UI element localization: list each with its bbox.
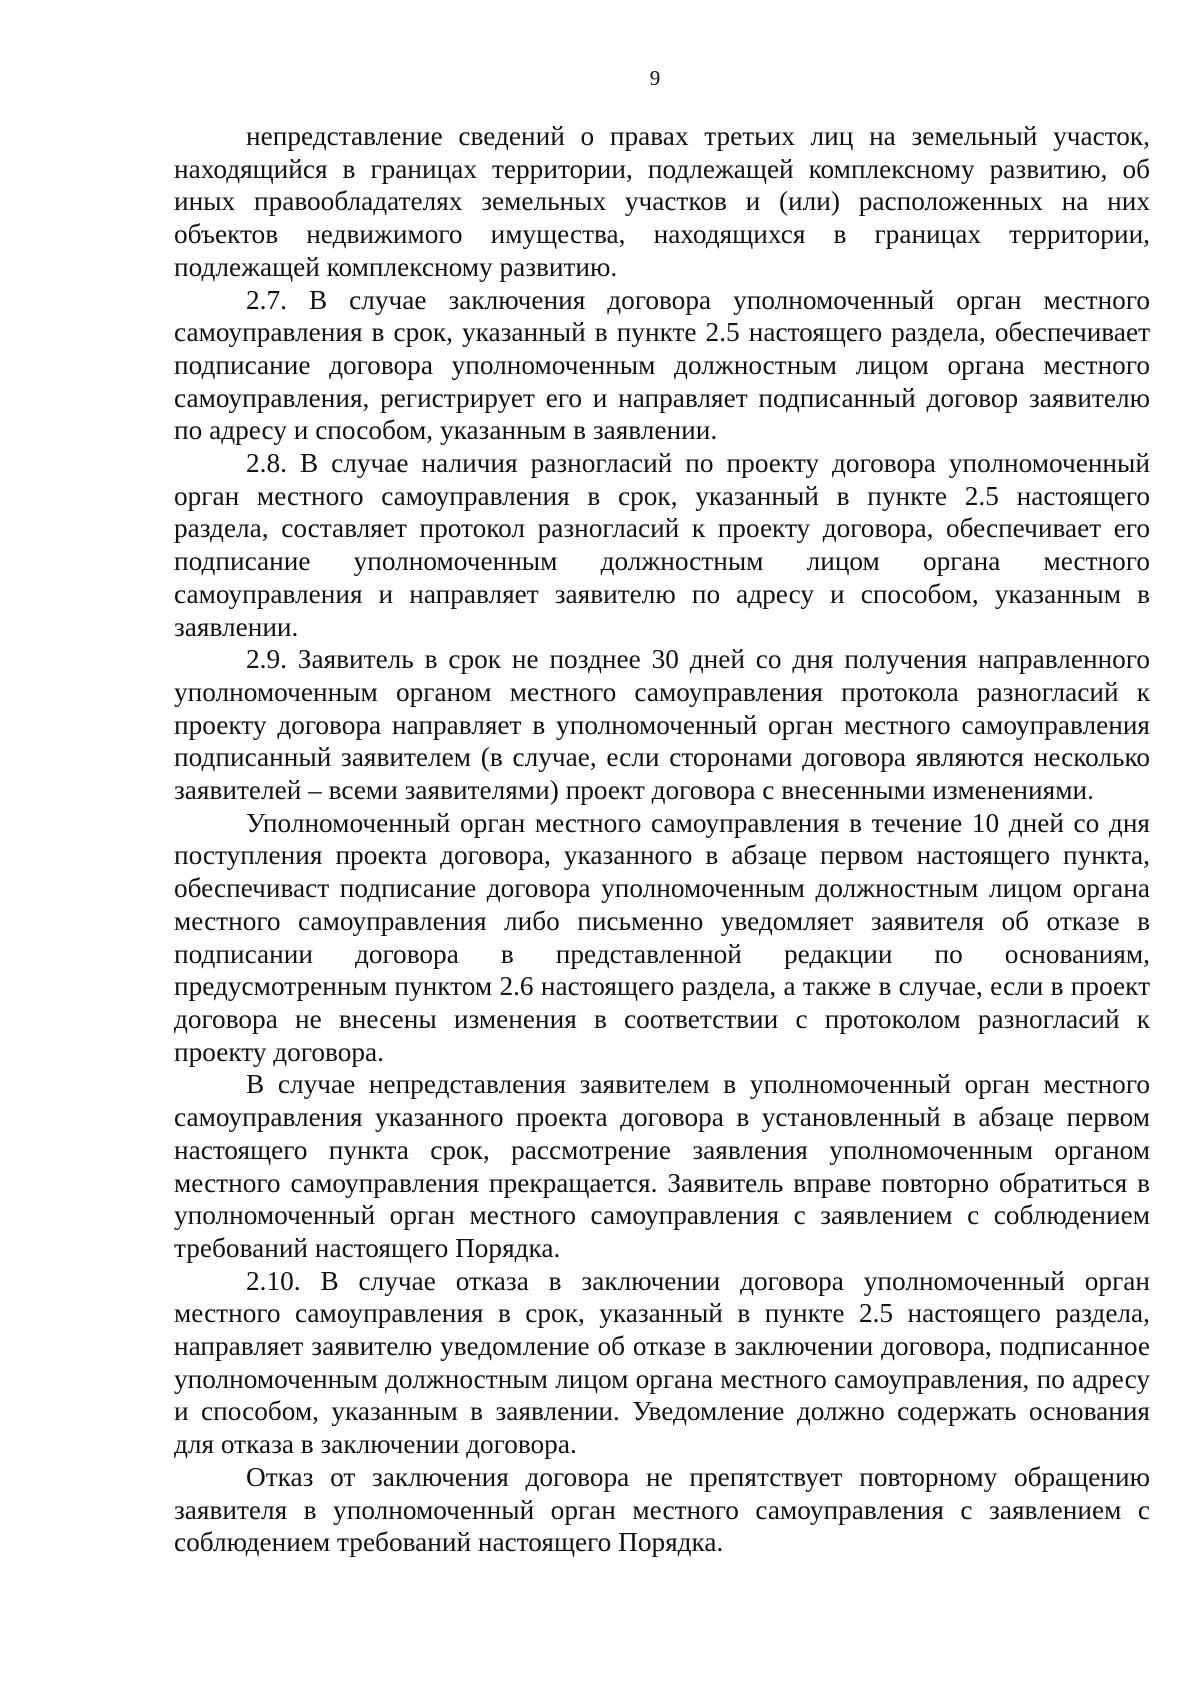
document-body <box>174 120 1150 1559</box>
paragraph-2-9-third: В случае непредставления заявителем в уполномоченный орган местного самоуправления указанного проекта договора в установленный в абзаце первом настоящего пункта срок, рассмотрение заявления уполномоченным органом местного самоуправления прекращается. Заявитель вправе повторно обратиться в уполномоченный орган местного самоуправления с заявлением с соблюдением требований настоящего Порядка. <box>174 1069 1150 1263</box>
paragraph-2-9-second: Уполномоченный орган местного самоуправления в течение 10 дней со дня поступления проекта договора, указанного в абзаце первом настоящего пункта, обеспечиваст подписание договора уполномоченным должностным лицом органа местного самоуправления либо письменно уведомляет заявителя об отказе в подписании договора в представленной редакции по основаниям, предусмотренным пунктом 2.6 настоящего раздела, а также в случае, если в проект договора не внесены изменения в соответствии с протоколом разногласий к проекту договора. <box>174 807 1150 1067</box>
page-number: 9 <box>649 66 661 90</box>
paragraph-2-10: 2.10. В случае отказа в заключении договора уполномоченный орган местного самоуправления в срок, указанный в пункте 2.5 настоящего раздела, направляет заявителю уведомление об отказе в заключении договора, подписанное уполномоченным должностным лицом органа местного самоуправления, по адресу и способом, указанным в заявлении. Уведомление должно содержать основания для отказа в заключении договора. <box>174 1265 1150 1460</box>
paragraph-2-9: 2.9. Заявитель в срок не позднее 30 дней со дня получения направленного уполномоченным органом местного самоуправления протокола разногласий к проекту договора направляет в уполномоченный орган местного самоуправления подписанный заявителем (в случае, если сторонами договора являются несколько заявителей – всеми заявителями) проект договора с внесенными изменениями. <box>174 644 1150 806</box>
paragraph-2-8: 2.8. В случае наличия разногласий по проекту договора уполномоченный орган местного самоуправления в срок, указанный в пункте 2.5 настоящего раздела, составляет протокол разногласий к проекту договора, обеспечивает его подписание уполномоченным должностным лицом органа местного самоуправления и направляет заявителю по адресу и способом, указанным в заявлении. <box>174 448 1150 642</box>
paragraph-2-7: 2.7. В случае заключения договора уполномоченный орган местного самоуправления в срок, указанный в пункте 2.5 настоящего раздела, обеспечивает подписание договора уполномоченным должностным лицом органа местного самоуправления, регистрирует его и направляет подписанный договор заявителю по адресу и способом, указанным в заявлении. <box>174 284 1150 446</box>
paragraph-continuation: непредставление сведений о правах третьих лиц на земельный участок, находящийся в границах территории, подлежащей комплексному развитию, об иных правообладателях земельных участков и (или) расположенных на них объектов недвижимого имущества, находящихся в границах территории, подлежащей комплексному развитию. <box>174 121 1150 282</box>
paragraph-2-10-second: Отказ от заключения договора не препятствует повторному обращению заявителя в уполномоченный орган местного самоуправления с заявлением с соблюдением требований настоящего Порядка. <box>174 1461 1150 1558</box>
